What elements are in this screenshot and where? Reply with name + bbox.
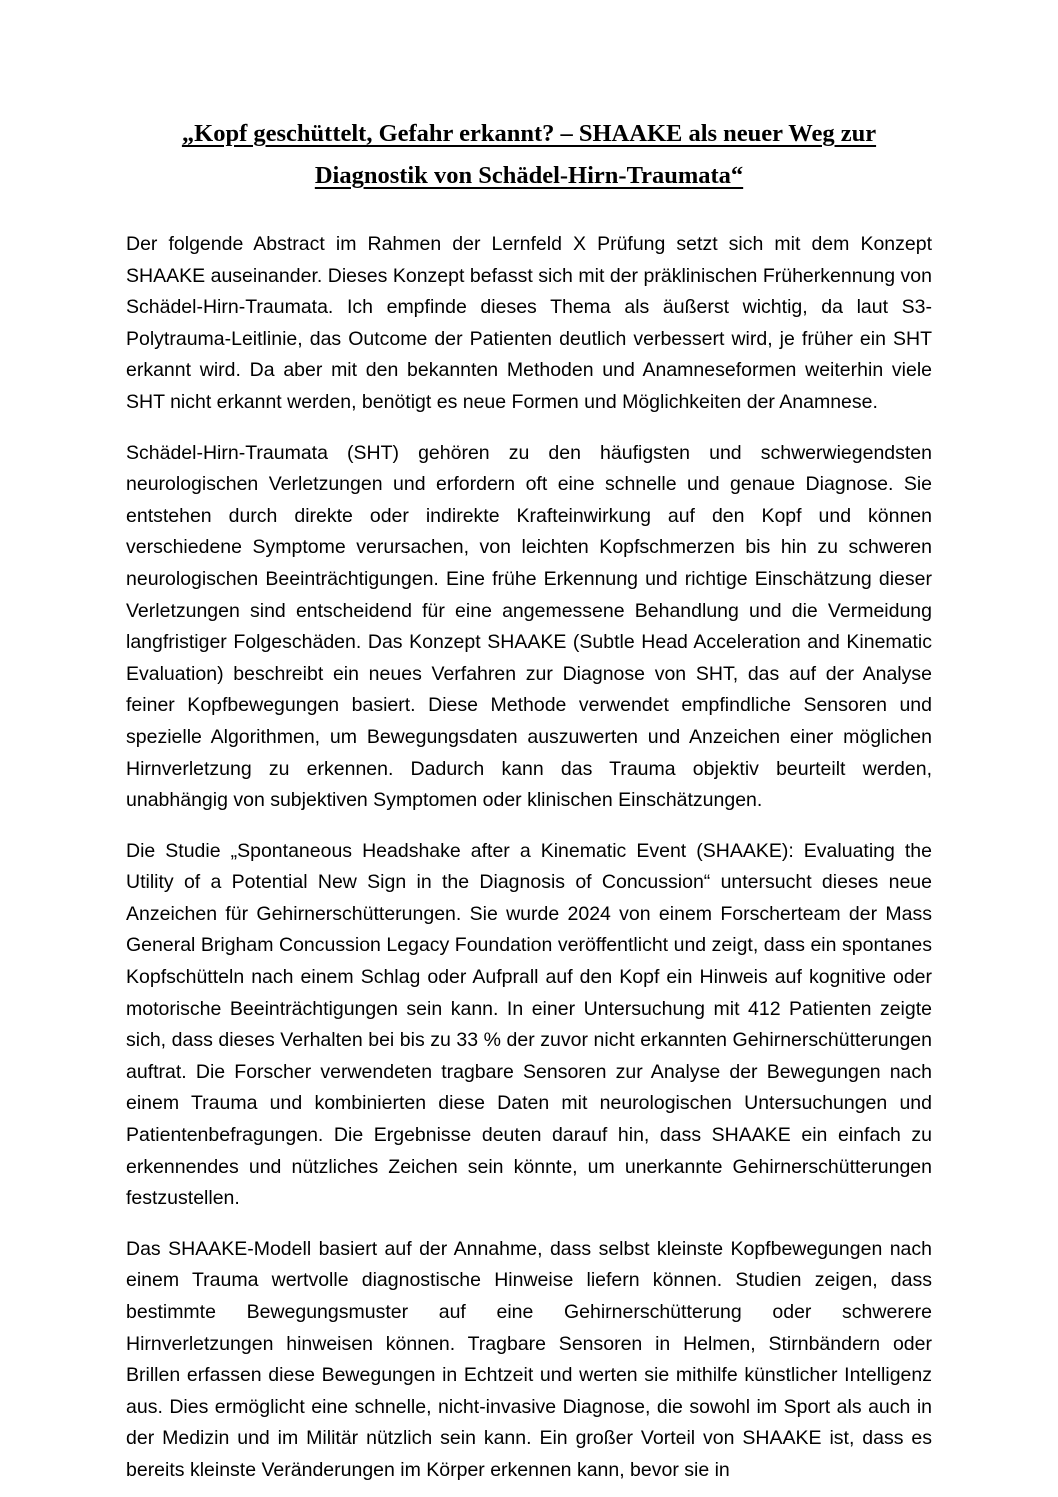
paragraph-shaake-model: Das SHAAKE-Modell basiert auf der Annahme, dass selbst kleinste Kopfbewegungen nach einem Trauma wertvolle diagnostische Hinweise liefern können. Studien zeigen, dass bestimmte Bewegungsmuster auf eine Gehirnerschütterung oder schwerere Hirnverletzungen hinweisen können. Tragbare Sensoren in Helmen, Stirnbändern oder Brillen erfassen diese Bewegungen in Echtzeit und werten sie mithilfe künstlicher Intelligenz aus. Dies ermöglicht eine schnelle, nicht-invasive Diagnose, die sowohl im Sport als auch in der Medizin und im Militär nützlich sein kann. Ein großer Vorteil von SHAAKE ist, dass es bereits kleinste Veränderungen im Körper erkennen kann, bevor sie in bbox=[126, 1237, 932, 1481]
paragraph-sht-definition: Schädel-Hirn-Traumata (SHT) gehören zu den häufigsten und schwerwiegendsten neurologischen Verletzungen und erfordern oft eine schnelle und genaue Diagnose. Sie entstehen durch direkte oder indirekte Krafteinwirkung auf den Kopf und können verschiedene Symptome verursachen, von leichten Kopfschmerzen bis hin zu schweren neurologischen Beeinträchtigungen. Eine frühe Erkennung und richtige Einschätzung dieser Verletzungen sind entscheidend für eine angemessene Behandlung und die Vermeidung langfristiger Folgeschäden. Das Konzept SHAAKE (Subtle Head Acceleration and Kinematic Evaluation) beschreibt ein neues Verfahren zur Diagnose von SHT, das auf der Analyse feiner Kopfbewegungen basiert. Diese Methode verwendet empfindliche Sensoren und spezielle Algorithmen, um Bewegungsdaten auszuwerten und Anzeichen einer möglichen Hirnverletzung zu erkennen. Dadurch kann das Trauma objektiv beurteilt werden, unabhängig von subjektiven Symptomen oder klinischen Einschätzungen. bbox=[126, 441, 932, 812]
paragraph-shaake-study: Die Studie „Spontaneous Headshake after a Kinematic Event (SHAAKE): Evaluating the Utility of a Potential New Sign in the Diagnosis of Concussion“ untersucht dieses neue Anzeichen für Gehirnerschütterungen. Sie wurde 2024 von einem Forscherteam der Mass General Brigham Concussion Legacy Foundation veröffentlicht und zeigt, dass ein spontanes Kopfschütteln nach einem Schlag oder Aufprall auf den Kopf ein Hinweis auf kognitive oder motorische Beeinträchtigungen sein kann. In einer Untersuchung mit 412 Patienten zeigte sich, dass dieses Verhalten bei bis zu 33 % der zuvor nicht erkannten Gehirnerschütterungen auftrat. Die Forscher verwendeten tragbare Sensoren zur Analyse der Bewegungen nach einem Trauma und kombinierten diese Daten mit neurologischen Untersuchungen und Patientenbefragungen. Die Ergebnisse deuten darauf hin, dass SHAAKE ein einfach zu erkennendes und nützliches Zeichen sein könnte, um unerkannte Gehirnerschütterungen festzustellen. bbox=[126, 839, 932, 1210]
paragraph-intro: Der folgende Abstract im Rahmen der Lernfeld X Prüfung setzt sich mit dem Konzept SHAAKE auseinander. Dieses Konzept befasst sich mit der präklinischen Früherkennung von Schädel-Hirn-Traumata. Ich empfinde dieses Thema als äußerst wichtig, da laut S3-Polytrauma-Leitlinie, das Outcome der Patienten deutlich verbessert wird, je früher ein SHT erkannt wird. Da aber mit den bekannten Methoden und Anamneseformen weiterhin viele SHT nicht erkannt werden, benötigt es neue Formen und Möglichkeiten der Anamnese. bbox=[126, 233, 932, 413]
document-title: „Kopf geschüttelt, Gefahr erkannt? – SHAAKE als neuer Weg zur Diagnostik von Schädel-Hirn-Traumata“ bbox=[181, 120, 877, 189]
